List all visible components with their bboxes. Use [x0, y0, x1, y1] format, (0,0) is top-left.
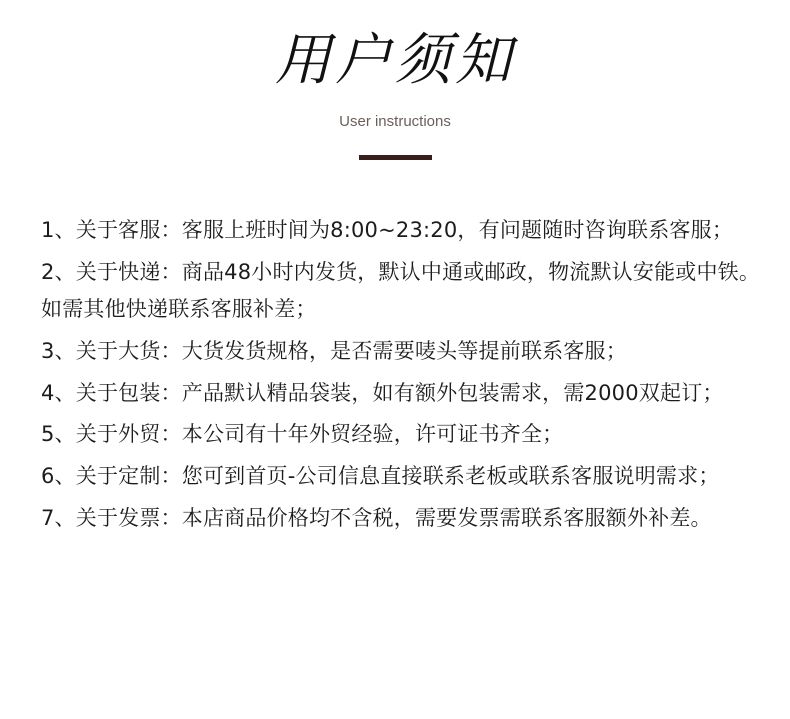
notice-invoice: 7、关于发票：本店商品价格均不含税，需要发票需联系客服额外补差。	[41, 505, 712, 530]
title-divider	[359, 155, 432, 160]
notice-packaging: 4、关于包装：产品默认精品袋装，如有额外包装需求，需2000双起订；	[41, 380, 724, 405]
page-subtitle: User instructions	[339, 113, 451, 130]
notice-customer-service: 1、关于客服：客服上班时间为8:00~23:20，有问题随时咨询联系客服；	[41, 218, 734, 242]
notice-shipping: 2、关于快递：商品48小时内发货，默认中通或邮政，物流默认安能或中铁。如需其他快递联系客服补差；	[41, 259, 761, 321]
notice-bulk-orders: 3、关于大货：大货发货规格，是否需要唛头等提前联系客服；	[41, 339, 627, 364]
notice-customization: 6、关于定制：您可到首页-公司信息直接联系老板或联系客服说明需求；	[41, 463, 720, 488]
notice-foreign-trade: 5、关于外贸：本公司有十年外贸经验，许可证书齐全；	[41, 422, 564, 447]
page-title: 用户须知	[275, 28, 515, 93]
notice-list	[41, 212, 781, 541]
